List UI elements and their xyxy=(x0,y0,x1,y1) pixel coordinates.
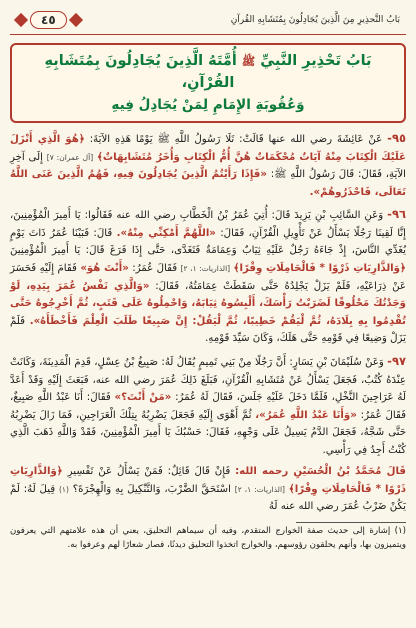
hadith-97 xyxy=(10,352,406,460)
hadith-text: عَنْ عَائِشَةَ رضي الله عنها قَالَتْ: تَلَا رَسُولُ اللَّهِ ﷺ يَوْمًا هَذِهِ الآيَةَ: xyxy=(89,133,383,145)
hadith-text: فَقَامَ إِلَيْهِ فَحَسَرَ عَنْ ذِرَاعَيْهِ، فَلَمْ يَزَلْ يَجْلِدُهُ حَتَّى سَقَطَتْ عِمَامَتُهُ، فَقَالَ: xyxy=(10,263,406,292)
salawat-glyph: ﷺ xyxy=(241,55,256,68)
hadith-text: وَعَنِ السَّائِبِ بْنِ يَزِيدَ قَالَ: أُتِيَ عُمَرُ بْنُ الْخَطَّابِ رضي الله عنه فَقَالُوا: يَا أَمِيرَ الْمُؤْمِنِينَ، إِنَّا لَقِينَا رَجُلًا يَسْأَلُ عَنْ تَأْوِيلِ الْقُرْآنِ، فَقَالَ: xyxy=(10,210,406,239)
chapter-heading-line2: وَعُقُوبَةِ الإِمَامِ لِمَنْ يُجَادِلُ فِيهِ xyxy=(111,96,305,113)
chapter-heading xyxy=(10,43,406,123)
quote-text: «اللَّهُمَّ أَمْكِنِّي مِنْهُ». xyxy=(116,227,216,239)
page-body xyxy=(10,129,406,553)
commentary-text: اسْتَحَقَّ الضَّرْبَ، وَالتَّنْكِيلَ بِهِ وَالْهِجْرَةَ؟ xyxy=(72,483,231,495)
hadith-text: فَلَمْ يَزَلْ وَضِيعًا فِي قَوْمِهِ حَتَّى هَلَكَ، وَكَانَ سَيِّدَ قَوْمِهِ. xyxy=(10,315,406,345)
quote-text: «أَنْتَ هُوَ» xyxy=(80,263,129,275)
footnote: (١) إشارة إلى حديث صفة الخوارج المتقدم، وفيه أن سيماهم التحليق، يعني أن هذه علامتهم التي يعرفون ويتميزون بها، وأنهم يحلقون رؤوسهم، والخوارج اتخذوا التحليق ديدنًا، فصار شعارًا لهم وعرفوا به. xyxy=(10,525,406,550)
footnote-marker[interactable]: (١) xyxy=(58,484,69,494)
hadith-text: فَقَالَ: أَنَا عَبْدُ اللَّهِ صَبِيغٌ، فَقَالَ عُمَرُ: xyxy=(10,392,406,421)
chapter-heading-part1: بَابُ تَحْذِيرِ النَّبِيِّ xyxy=(260,53,372,69)
author-lead: قَالَ مُحَمَّدُ بْنُ الْحُسَيْنِ رحمه الله: xyxy=(235,466,406,478)
commentary-text: فَإِنْ قَالَ قَائِلٌ: فَمَنْ يَسْأَلُ عَنْ تَفْسِيرِ xyxy=(67,466,231,478)
prophetic-quote: «فَإِذَا رَأَيْتُمُ الَّذِينَ يُجَادِلُونَ فِيهِ، فَهُمُ الَّذِينَ عَنَى اللَّهُ تَعَالَى، فَاحْذَرُوهُمْ». xyxy=(10,169,406,198)
hadith-text: فَقَالَ عُمَرُ: xyxy=(132,263,178,275)
page-number-wrap xyxy=(10,11,81,29)
quran-verse: ﴿هُوَ الَّذِي أَنْزَلَ عَلَيْكَ الْكِتَابَ مِنْهُ آيَاتٌ مُحْكَمَاتٌ هُنَّ أُمُّ الْكِتَابِ وَأُخَرُ مُتَشَابِهَاتٌ﴾ xyxy=(10,133,406,163)
verse-reference: [الذاريات: ١، ٢] xyxy=(234,484,285,494)
hadith-95 xyxy=(10,129,406,201)
chapter-heading-line1 xyxy=(20,51,396,95)
commentary-text: قِيلَ لَهُ: لَمْ يَكُنْ ضَرْبُ عُمَرَ رضي الله عنه لَهُ xyxy=(10,483,406,513)
hadith-text: قَالَ: فَبَيْنَا عُمَرُ ذَاتَ يَوْمٍ يُغَدِّي النَّاسَ، إِذْ جَاءَهُ رَجُلٌ عَلَيْهِ ثِيَابٌ وَعِمَامَةٌ فَتَغَدَّى، حَتَّى إِذَا فَرَغَ قَالَ: يَا أَمِيرَ الْمُؤْمِنِينَ xyxy=(10,227,406,257)
hadith-text: وَعَنْ سُلَيْمَانَ بْنِ يَسَارٍ: أَنَّ رَجُلًا مِنْ بَنِي تَمِيمٍ يُقَالُ لَهُ: صَبِيغُ بْنُ عِسْلٍ، قَدِمَ الْمَدِينَةَ، وَكَانَتْ عِنْدَهُ كُتُبٌ، فَجَعَلَ يَسْأَلُ عَنْ مُتَشَابِهِ الْقُرْآنِ، فَبَلَغَ ذَلِكَ عُمَرَ رضي الله عنه، فَبَعَثَ إِلَيْهِ وَقَدْ أَعَدَّ لَهُ عَرَاجِينَ النَّخْلِ، فَلَمَّا دَخَلَ عَلَيْهِ جَلَسَ، فَقَالَ لَهُ عُمَرُ: xyxy=(10,356,406,404)
quote-text: «مَنْ أَنْتَ؟» xyxy=(114,392,172,404)
page-number: ٤٥ xyxy=(30,11,67,29)
quote-text: «وَأَنَا عَبْدُ اللَّهِ عُمَرُ»، xyxy=(255,409,357,421)
ornament-icon xyxy=(69,13,83,27)
hadith-96 xyxy=(10,205,406,348)
quran-verse: ﴿وَالذَّارِيَاتِ ذَرْوًا * فَالْحَامِلَاتِ وِقْرًا﴾ xyxy=(233,263,406,275)
verse-reference: [الذاريات: ١، ٢] xyxy=(180,264,231,274)
running-title: بَابُ التَّحذِيرِ مِنَ الَّذِينَ يُجَادِلُونَ بِمُتَشَابِهِ القُرآنِ xyxy=(230,15,400,25)
running-header xyxy=(10,6,406,35)
hadith-text: ثُمَّ أَهْوَى إِلَيْهِ فَجَعَلَ يَضْرِبُهُ بِتِلْكَ الْعَرَاجِينِ، فَمَا زَالَ يَضْرِبُهُ حَتَّى شَجَّهُ، فَجَعَلَ الدَّمُ يَسِيلُ عَلَى وَجْهِهِ، فَقَالَ: حَسْبُكَ يَا أَمِيرَ الْمُؤْمِنِينَ، فَقَدْ وَاللَّهِ ذَهَبَ الَّذِي كُنْتُ أَجِدُ فِي رَأْسِي. xyxy=(10,409,406,456)
verse-reference: [آل عمران: ٧] xyxy=(46,152,94,162)
hadith-number: ٩٦- xyxy=(387,207,406,222)
author-commentary xyxy=(10,463,406,516)
footnote-separator xyxy=(296,522,406,523)
quran-verse: ﴿وَالذَّارِيَاتِ ذَرْوًا * فَالْحَامِلَاتِ وِقْرًا﴾ xyxy=(10,466,406,495)
ornament-icon xyxy=(14,13,28,27)
hadith-text: إِلَى آخِرِ الآيَةِ، فَقَالَ: قَالَ رَسُولُ اللَّهِ ﷺ: xyxy=(10,151,406,181)
chapter-heading-part2: أُمَّتَهُ الَّذِينَ يُجَادِلُونَ بِمُتَشَابِهِ القُرْآنِ، xyxy=(44,53,237,91)
quote-text: «وَالَّذِي نَفْسُ عُمَرَ بِيَدِهِ، لَوْ وَجَدْتُكَ مَحْلُوقًا لَضَرَبْتُ رَأْسَكَ، أَلْبِسُوهُ ثِيَابَهُ، وَاحْمِلُوهُ عَلَى قَتَبٍ، ثُمَّ أَخْرِجُوهُ حَتَّى تُقْدِمُوا بِهِ بِلَادَهُ، ثُمَّ لْيَقُمْ خَطِيبًا، ثُمَّ لْيَقُلْ: إِنَّ صَبِيغًا طَلَبَ الْعِلْمَ فَأَخْطَأَهُ». xyxy=(10,280,406,327)
hadith-number: ٩٧- xyxy=(387,353,406,368)
hadith-number: ٩٥- xyxy=(387,130,406,145)
